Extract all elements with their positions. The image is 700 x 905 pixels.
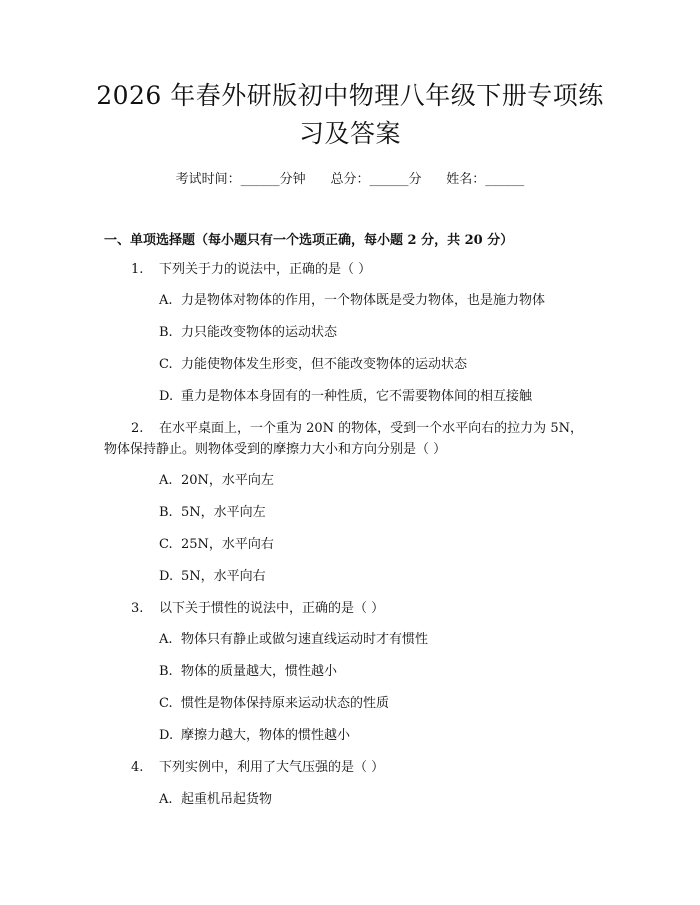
option-letter: B.	[159, 325, 173, 340]
question-2-continued	[104, 440, 446, 460]
option-letter: A.	[159, 293, 173, 308]
option-text: 20N，水平向左	[181, 473, 274, 488]
question-text-line-2: 物体保持静止。则物体受到的摩擦力大小和方向分别是（ ）	[104, 442, 447, 457]
option-letter: D.	[159, 569, 174, 584]
question-number: 4.	[131, 760, 144, 775]
exam-time: 考试时间：______分钟	[175, 172, 306, 187]
option-text: 起重机吊起货物	[181, 792, 273, 807]
option-letter: D.	[159, 728, 174, 743]
option-3d	[159, 726, 350, 746]
option-letter: B.	[159, 664, 173, 679]
option-letter: C.	[159, 537, 173, 552]
option-4a	[159, 790, 272, 810]
option-text: 力是物体对物体的作用，一个物体既是受力物体，也是施力物体	[181, 293, 546, 308]
question-1	[131, 260, 371, 280]
option-text: 力只能改变物体的运动状态	[181, 325, 338, 340]
option-text: 力能使物体发生形变，但不能改变物体的运动状态	[181, 357, 468, 372]
option-2b	[159, 503, 266, 523]
section-heading: 一、单项选择题（每小题只有一个选项正确，每小题 2 分，共 20 分）	[104, 233, 514, 248]
option-text: 5N，水平向左	[181, 505, 266, 520]
document-title	[70, 77, 630, 153]
option-text: 惯性是物体保持原来运动状态的性质	[181, 696, 390, 711]
option-1c	[159, 355, 467, 375]
option-1b	[159, 323, 337, 343]
option-letter: B.	[159, 505, 173, 520]
option-3b	[159, 662, 337, 682]
question-2	[131, 419, 583, 439]
option-letter: D.	[159, 389, 174, 404]
option-1a	[159, 291, 545, 311]
question-text: 以下关于惯性的说法中，正确的是（ ）	[159, 601, 385, 616]
option-3a	[159, 630, 428, 650]
question-number: 2.	[131, 421, 144, 436]
question-number: 1.	[131, 262, 144, 277]
option-text: 物体只有静止或做匀速直线运动时才有惯性	[181, 632, 429, 647]
option-letter: A.	[159, 792, 173, 807]
option-2c	[159, 535, 274, 555]
option-text: 重力是物体本身固有的一种性质，它不需要物体间的相互接触	[181, 389, 533, 404]
question-text: 下列关于力的说法中，正确的是（ ）	[159, 262, 372, 277]
question-4	[131, 758, 384, 778]
option-text: 物体的质量越大，惯性越小	[181, 664, 338, 679]
option-letter: C.	[159, 357, 173, 372]
question-3	[131, 599, 384, 619]
option-3c	[159, 694, 389, 714]
option-2d	[159, 567, 266, 587]
question-text: 下列实例中，利用了大气压强的是（ ）	[159, 760, 385, 775]
option-2a	[159, 471, 274, 491]
title-line-1: 2026 年春外研版初中物理八年级下册专项练	[96, 81, 604, 110]
student-name: 姓名：______	[446, 172, 525, 187]
option-text: 25N，水平向右	[181, 537, 274, 552]
option-letter: C.	[159, 696, 173, 711]
option-letter: A.	[159, 473, 173, 488]
question-number: 3.	[131, 601, 144, 616]
option-text: 摩擦力越大，物体的惯性越小	[181, 728, 351, 743]
option-letter: A.	[159, 632, 173, 647]
option-text: 5N，水平向右	[181, 569, 266, 584]
option-1d	[159, 387, 532, 407]
question-text-line-1: 在水平桌面上，一个重为 20N 的物体，受到一个水平向右的拉力为 5N，	[159, 421, 583, 436]
exam-info	[0, 168, 700, 187]
title-line-2: 习及答案	[298, 119, 401, 148]
total-score: 总分：______分	[330, 172, 422, 187]
